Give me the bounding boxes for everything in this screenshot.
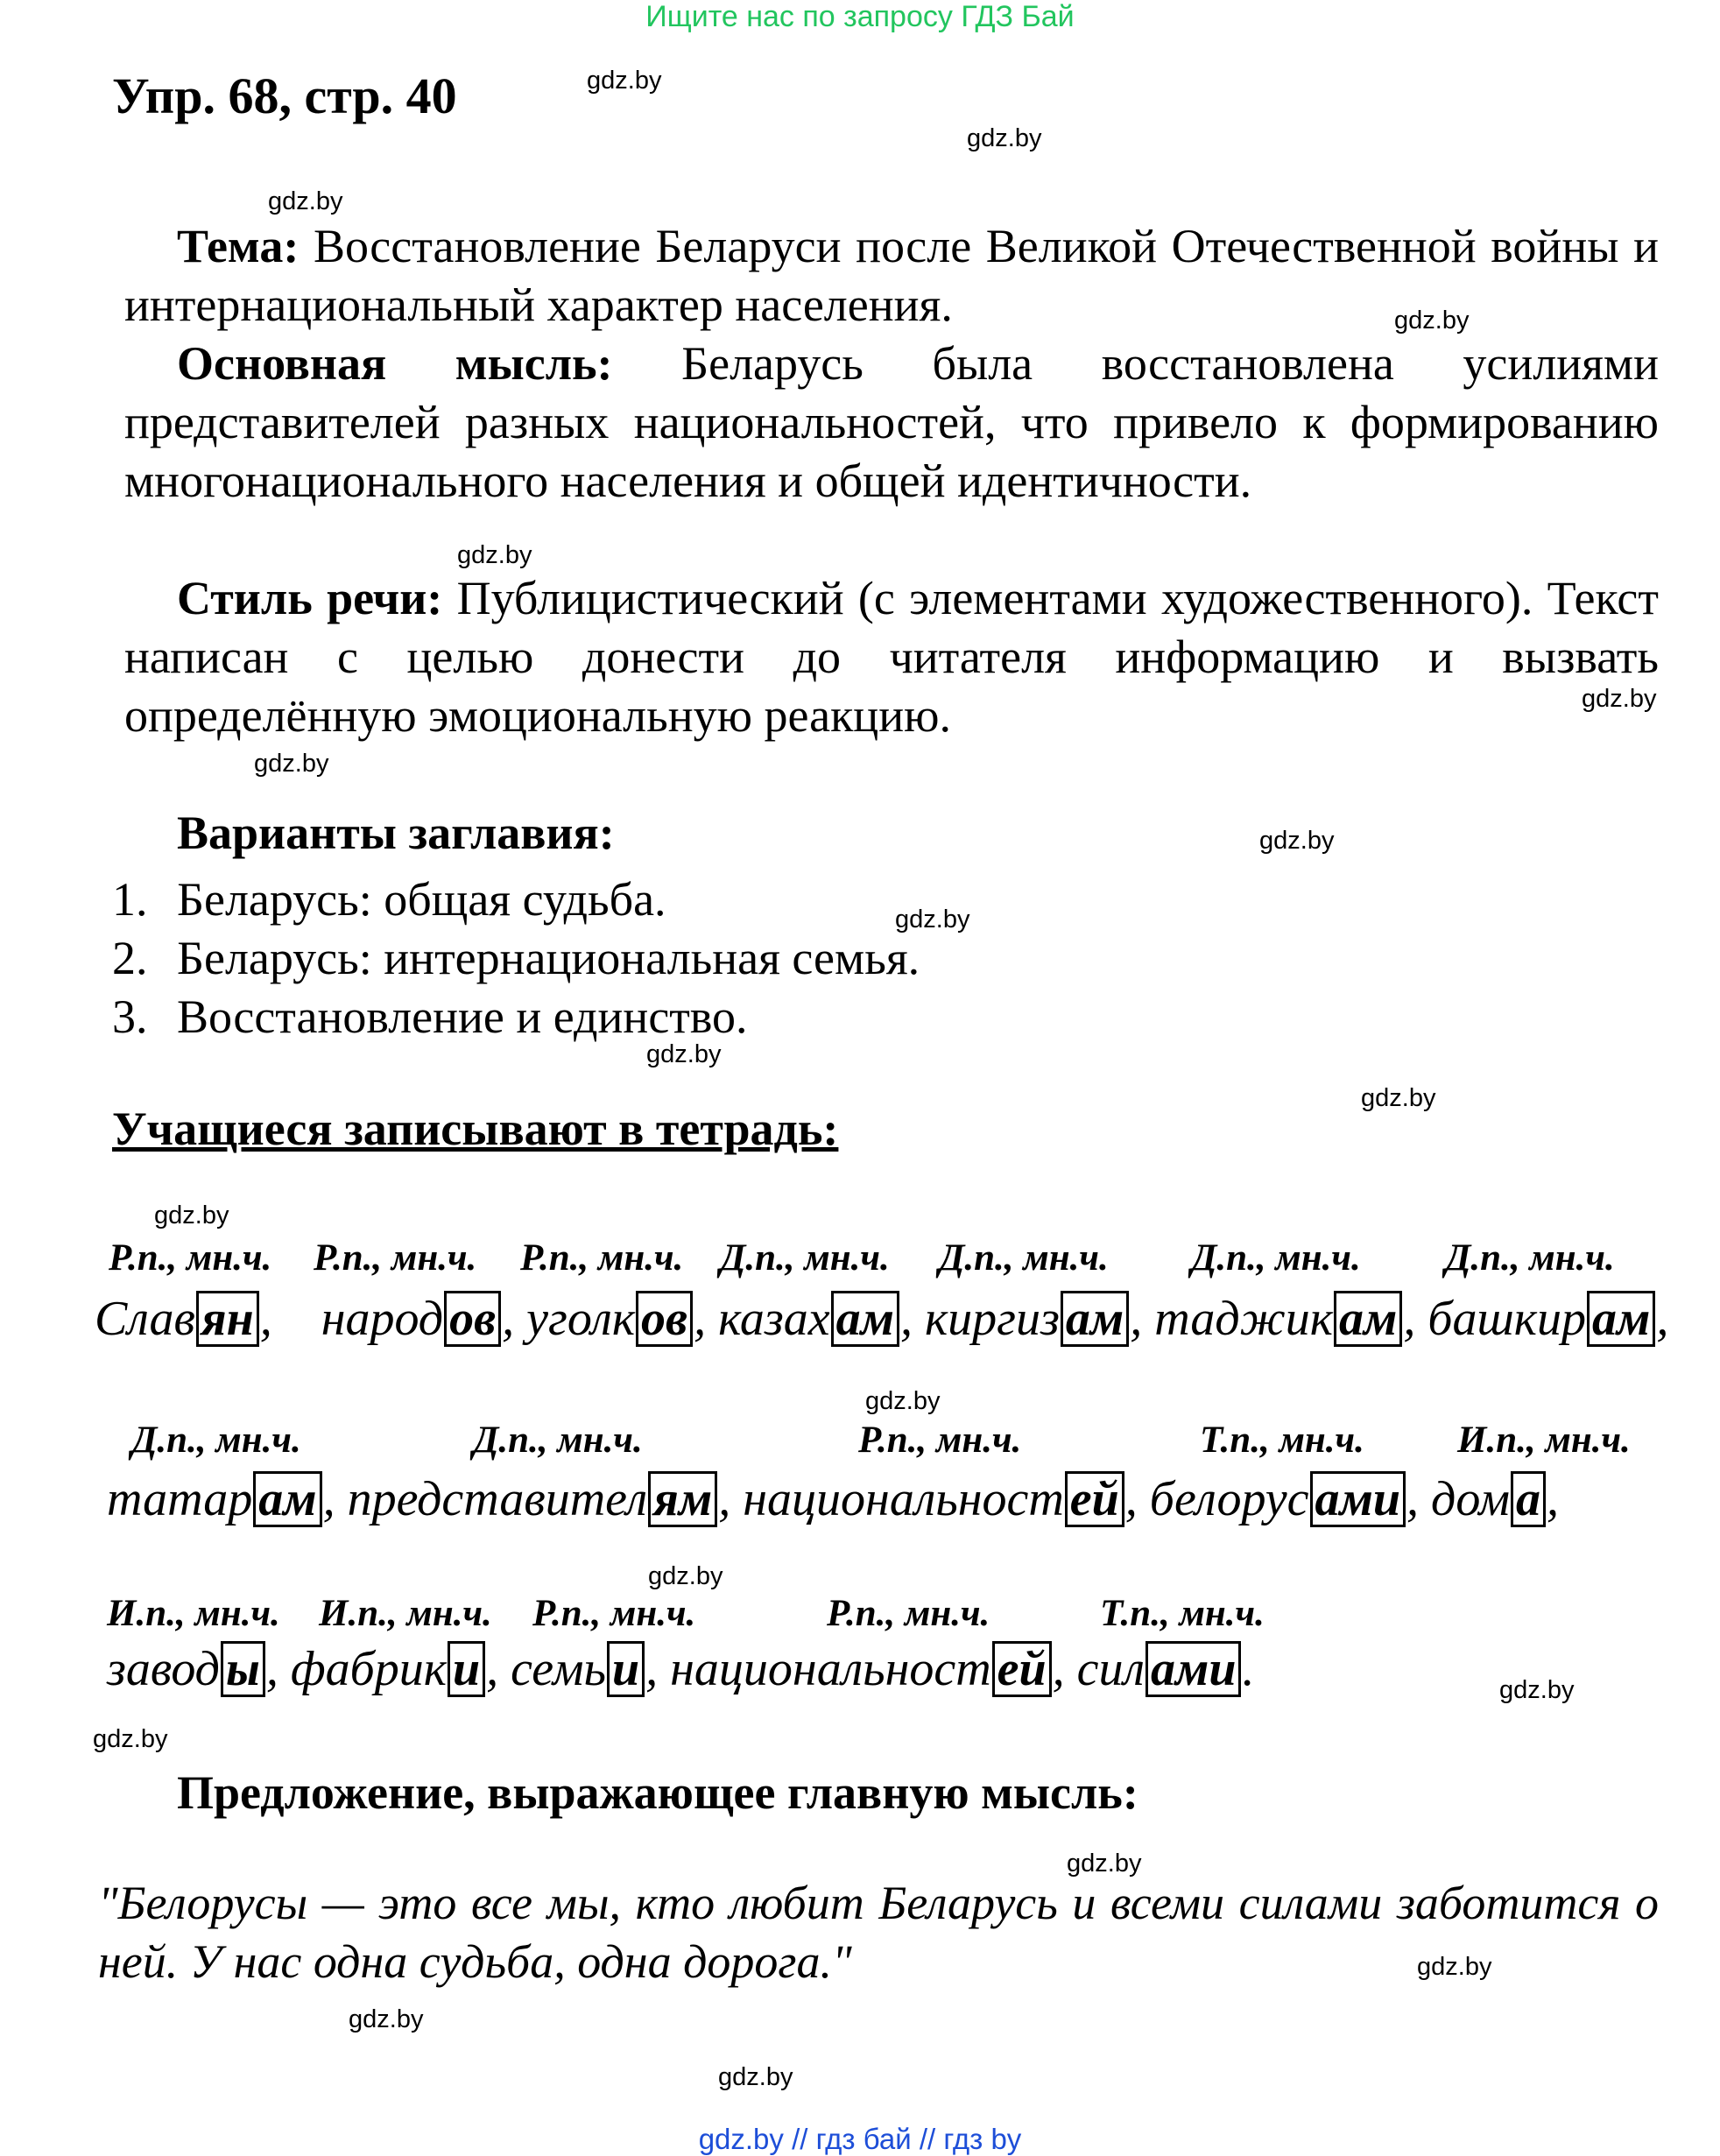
word-forms-row bbox=[95, 1291, 1668, 1347]
word-form: национальност ей , bbox=[743, 1472, 1138, 1526]
ending-box: ам bbox=[831, 1291, 899, 1347]
watermark: gdz.by bbox=[895, 905, 970, 934]
ending-box: ей bbox=[992, 1641, 1052, 1697]
watermark: gdz.by bbox=[1394, 306, 1470, 335]
word-form: казах ам , bbox=[718, 1292, 913, 1346]
title-variants-list bbox=[112, 870, 920, 1046]
watermark: gdz.by bbox=[587, 67, 662, 95]
case-label: Р.п., мн.ч. bbox=[532, 1593, 696, 1634]
style-paragraph bbox=[124, 569, 1659, 745]
main-sentence-heading: Предложение, выражающее главную мысль: bbox=[177, 1766, 1138, 1819]
watermark: gdz.by bbox=[1582, 685, 1657, 713]
ending-box: ам bbox=[253, 1471, 321, 1527]
ending-box: ы bbox=[221, 1641, 265, 1697]
watermark: gdz.by bbox=[1067, 1850, 1142, 1878]
ending-box: ам bbox=[1587, 1291, 1655, 1347]
case-label: Т.п., мн.ч. bbox=[1200, 1420, 1364, 1461]
list-item: 1. Беларусь: общая судьба. bbox=[112, 873, 666, 926]
case-label: И.п., мн.ч. bbox=[319, 1593, 492, 1634]
watermark: gdz.by bbox=[254, 750, 329, 778]
watermark: gdz.by bbox=[648, 1562, 723, 1590]
case-label: Р.п., мн.ч. bbox=[827, 1593, 990, 1634]
word-form: национальност ей , bbox=[670, 1642, 1065, 1696]
case-label: И.п., мн.ч. bbox=[1457, 1420, 1631, 1461]
case-label: Р.п., мн.ч. bbox=[858, 1420, 1022, 1461]
ending-box: ов bbox=[636, 1291, 693, 1347]
watermark: gdz.by bbox=[865, 1387, 941, 1415]
link-separator: // bbox=[792, 2123, 808, 2155]
style-text: Публицистический (с элементами художественного). Текст написан с целью донести до читателя информацию и вызвать определённую эмоциональную реакцию. bbox=[124, 572, 1659, 742]
style-label: Стиль речи: bbox=[177, 572, 443, 624]
watermark: gdz.by bbox=[718, 2063, 793, 2091]
ending-box: ами bbox=[1310, 1471, 1406, 1527]
case-label: Д.п., мн.ч. bbox=[131, 1420, 301, 1461]
main-idea-paragraph bbox=[124, 335, 1659, 511]
ending-box: ов bbox=[444, 1291, 501, 1347]
bottom-link[interactable]: гдз бай bbox=[815, 2123, 912, 2155]
watermark: gdz.by bbox=[268, 187, 343, 215]
watermark: gdz.by bbox=[1361, 1084, 1436, 1112]
main-idea-text: Беларусь была восстановлена усилиями представителей разных национальностей, что привело к формированию многонационального населения и общей идентичности. bbox=[124, 337, 1659, 507]
word-form: представител ям , bbox=[347, 1472, 731, 1526]
theme-text: Восстановление Беларуси после Великой Отечественной войны и интернациональный характер населения. bbox=[124, 220, 1660, 331]
ending-box: ям bbox=[648, 1471, 717, 1527]
word-forms-row bbox=[107, 1471, 1559, 1527]
ending-box: ей bbox=[1065, 1471, 1124, 1527]
word-form: семь и , bbox=[511, 1642, 659, 1696]
word-form: уголк ов , bbox=[526, 1292, 707, 1346]
case-label: Д.п., мн.ч. bbox=[720, 1237, 890, 1279]
watermark: gdz.by bbox=[967, 124, 1042, 152]
ending-box: ам bbox=[1334, 1291, 1402, 1347]
word-form: киргиз ам , bbox=[924, 1292, 1143, 1346]
case-label: Д.п., мн.ч. bbox=[473, 1420, 643, 1461]
case-label: Д.п., мн.ч. bbox=[1445, 1237, 1615, 1279]
link-separator: // bbox=[919, 2123, 936, 2155]
page-title: Упр. 68, стр. 40 bbox=[112, 67, 457, 124]
title-variants-heading: Варианты заглавия: bbox=[177, 807, 615, 859]
case-label: Д.п., мн.ч. bbox=[1191, 1237, 1361, 1279]
watermark: gdz.by bbox=[1259, 827, 1335, 855]
bottom-link[interactable]: гдз by bbox=[943, 2123, 1022, 2155]
ending-box: ам bbox=[1061, 1291, 1129, 1347]
ending-box: ян bbox=[196, 1291, 259, 1347]
watermark: gdz.by bbox=[93, 1725, 168, 1753]
word-form: народ ов , bbox=[321, 1292, 515, 1346]
word-form: Слав ян , bbox=[95, 1292, 272, 1346]
main-sentence-quote: "Белорусы — это все мы, кто любит Беларусь и всеми силами заботится о ней. У нас одна судьба, одна дорога." bbox=[98, 1877, 1659, 1988]
ending-box: и bbox=[607, 1641, 645, 1697]
word-form: дом а , bbox=[1431, 1472, 1559, 1526]
bottom-link[interactable]: gdz.by bbox=[698, 2123, 784, 2155]
watermark: gdz.by bbox=[154, 1201, 229, 1229]
word-form: завод ы , bbox=[107, 1642, 278, 1696]
watermark: gdz.by bbox=[646, 1040, 722, 1068]
watermark: gdz.by bbox=[1417, 1953, 1492, 1981]
ending-box: ами bbox=[1145, 1641, 1242, 1697]
case-label: Р.п., мн.ч. bbox=[314, 1237, 477, 1279]
word-forms-row bbox=[107, 1641, 1254, 1697]
case-label: И.п., мн.ч. bbox=[107, 1593, 280, 1634]
word-form: сил ами . bbox=[1076, 1642, 1255, 1696]
theme-label: Тема: bbox=[177, 220, 300, 272]
word-form: таджик ам , bbox=[1154, 1292, 1416, 1346]
top-banner[interactable]: Ищите нас по запросу ГДЗ Бай bbox=[645, 0, 1075, 33]
case-label: Р.п., мн.ч. bbox=[520, 1237, 684, 1279]
watermark: gdz.by bbox=[457, 541, 532, 569]
word-form: башкир ам , bbox=[1427, 1292, 1669, 1346]
case-label: Р.п., мн.ч. bbox=[109, 1237, 272, 1279]
ending-box: и bbox=[448, 1641, 485, 1697]
ending-box: а bbox=[1511, 1471, 1546, 1527]
notebook-heading: Учащиеся записывают в тетрадь: bbox=[112, 1103, 839, 1155]
case-label: Т.п., мн.ч. bbox=[1100, 1593, 1265, 1634]
word-form: белорус ами , bbox=[1149, 1472, 1420, 1526]
theme-paragraph bbox=[124, 217, 1659, 335]
list-item: 3. Восстановление и единство. bbox=[112, 990, 748, 1043]
case-label: Д.п., мн.ч. bbox=[939, 1237, 1109, 1279]
main-idea-label: Основная мысль: bbox=[177, 337, 613, 390]
bottom-links bbox=[0, 2123, 1720, 2156]
list-item: 2. Беларусь: интернациональная семья. bbox=[112, 932, 920, 984]
watermark: gdz.by bbox=[1499, 1676, 1575, 1704]
word-form: фабрик и , bbox=[290, 1642, 499, 1696]
watermark: gdz.by bbox=[349, 2005, 424, 2033]
word-form: татар ам , bbox=[107, 1472, 335, 1526]
